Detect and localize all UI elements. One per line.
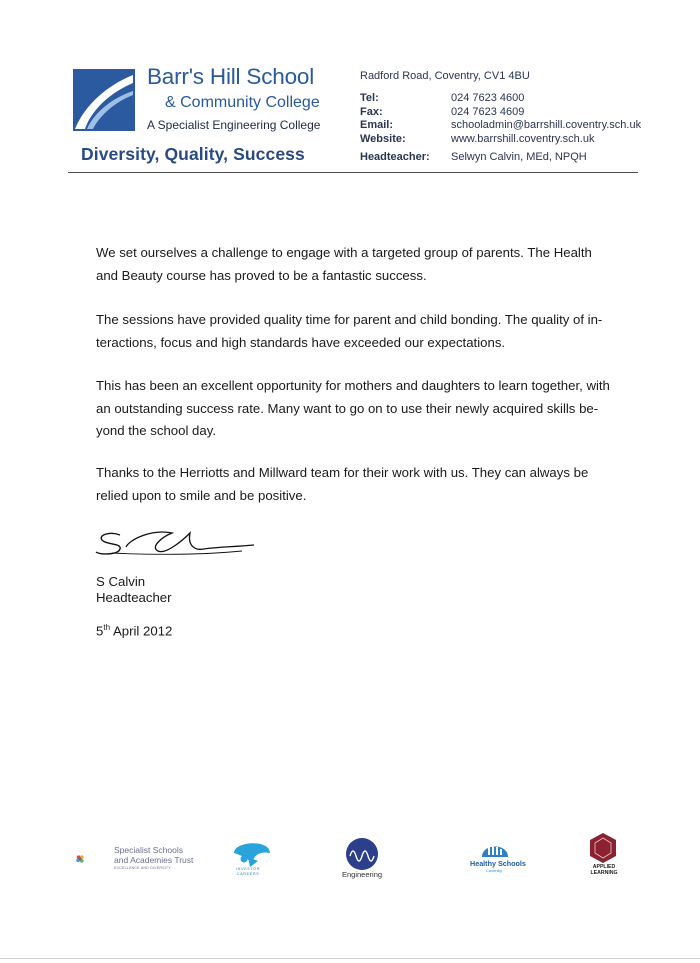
headteacher-row: [360, 151, 587, 163]
school-motto: Diversity, Quality, Success: [81, 144, 305, 164]
contact-value: 024 7623 4600: [451, 92, 525, 104]
school-name: Barr's Hill School: [147, 64, 314, 89]
letter-date: [96, 620, 172, 639]
iic-line1: INVESTOR: [236, 867, 261, 871]
headteacher-label: Headteacher:: [360, 151, 430, 163]
applied-learning-icon: [588, 832, 618, 864]
body-paragraph: We set ourselves a challenge to engage with a targeted group of parents. The Health and Beauty course has proved to be a fantastic success.: [96, 245, 592, 283]
date-rest: April 2012: [110, 623, 173, 639]
ssat-small-text: EXCELLENCE AND DIVERSITY: [114, 866, 171, 870]
contact-details: [360, 92, 641, 146]
applied-line2: LEARNING: [590, 870, 618, 876]
signatory-name: S Calvin: [96, 574, 146, 589]
applied-line1: APPLIED: [592, 864, 616, 870]
iic-line2: CAREERS: [236, 872, 260, 876]
contact-label: Email:: [360, 119, 394, 131]
contact-value: 024 7623 4609: [451, 105, 525, 118]
body-paragraph: The sessions have provided quality time for parent and child bonding. The quality of in-teractions, focus and high standards have exceeded our expectations.: [96, 312, 603, 350]
healthy-schools-label: Healthy Schools: [470, 859, 526, 868]
contact-label: Fax:: [360, 105, 383, 118]
contact-label: Tel:: [360, 92, 379, 104]
healthy-schools-sub: Coventry: [486, 868, 503, 873]
contact-row-email: [360, 119, 641, 133]
ssat-logo-icon: [76, 842, 110, 876]
contact-value: www.barrshill.coventry.sch.uk: [451, 132, 595, 145]
body-paragraph: Thanks to the Herriotts and Millward team for their work with us. They can always be relied upon to smile and be positive.: [96, 465, 589, 503]
school-subtitle: & Community College: [165, 94, 320, 111]
ssat-line1: Specialist Schools: [114, 845, 183, 855]
date-day: 5: [96, 623, 104, 639]
headteacher-value: Selwyn Calvin, MEd, NPQH: [451, 151, 587, 163]
date-suffix: th: [103, 623, 111, 632]
page-edge: [0, 958, 700, 959]
contact-value: schooladmin@barrshill.coventry.sch.uk: [451, 119, 642, 131]
ssat-line2: and Academies Trust: [114, 855, 194, 865]
header-divider: [68, 172, 638, 173]
handwritten-signature: [92, 525, 262, 565]
contact-row-fax: [360, 106, 641, 120]
school-address: Radford Road, Coventry, CV1 4BU: [360, 70, 530, 82]
contact-row-tel: [360, 92, 641, 106]
body-paragraph: This has been an excellent opportunity for mothers and daughters to learn together, with an outstanding success rate. Many want to go on to use their newly acquired skills be-yond the school day.: [96, 378, 610, 438]
school-tagline: A Specialist Engineering College: [147, 118, 321, 132]
signatory-title: Headteacher: [96, 590, 172, 605]
school-logo: [73, 69, 135, 131]
healthy-schools-icon: [480, 835, 510, 859]
contact-row-website: [360, 133, 641, 147]
engineering-label: Engineering: [342, 870, 383, 879]
engineering-logo-icon: [344, 836, 380, 872]
contact-label: Website:: [360, 132, 406, 145]
